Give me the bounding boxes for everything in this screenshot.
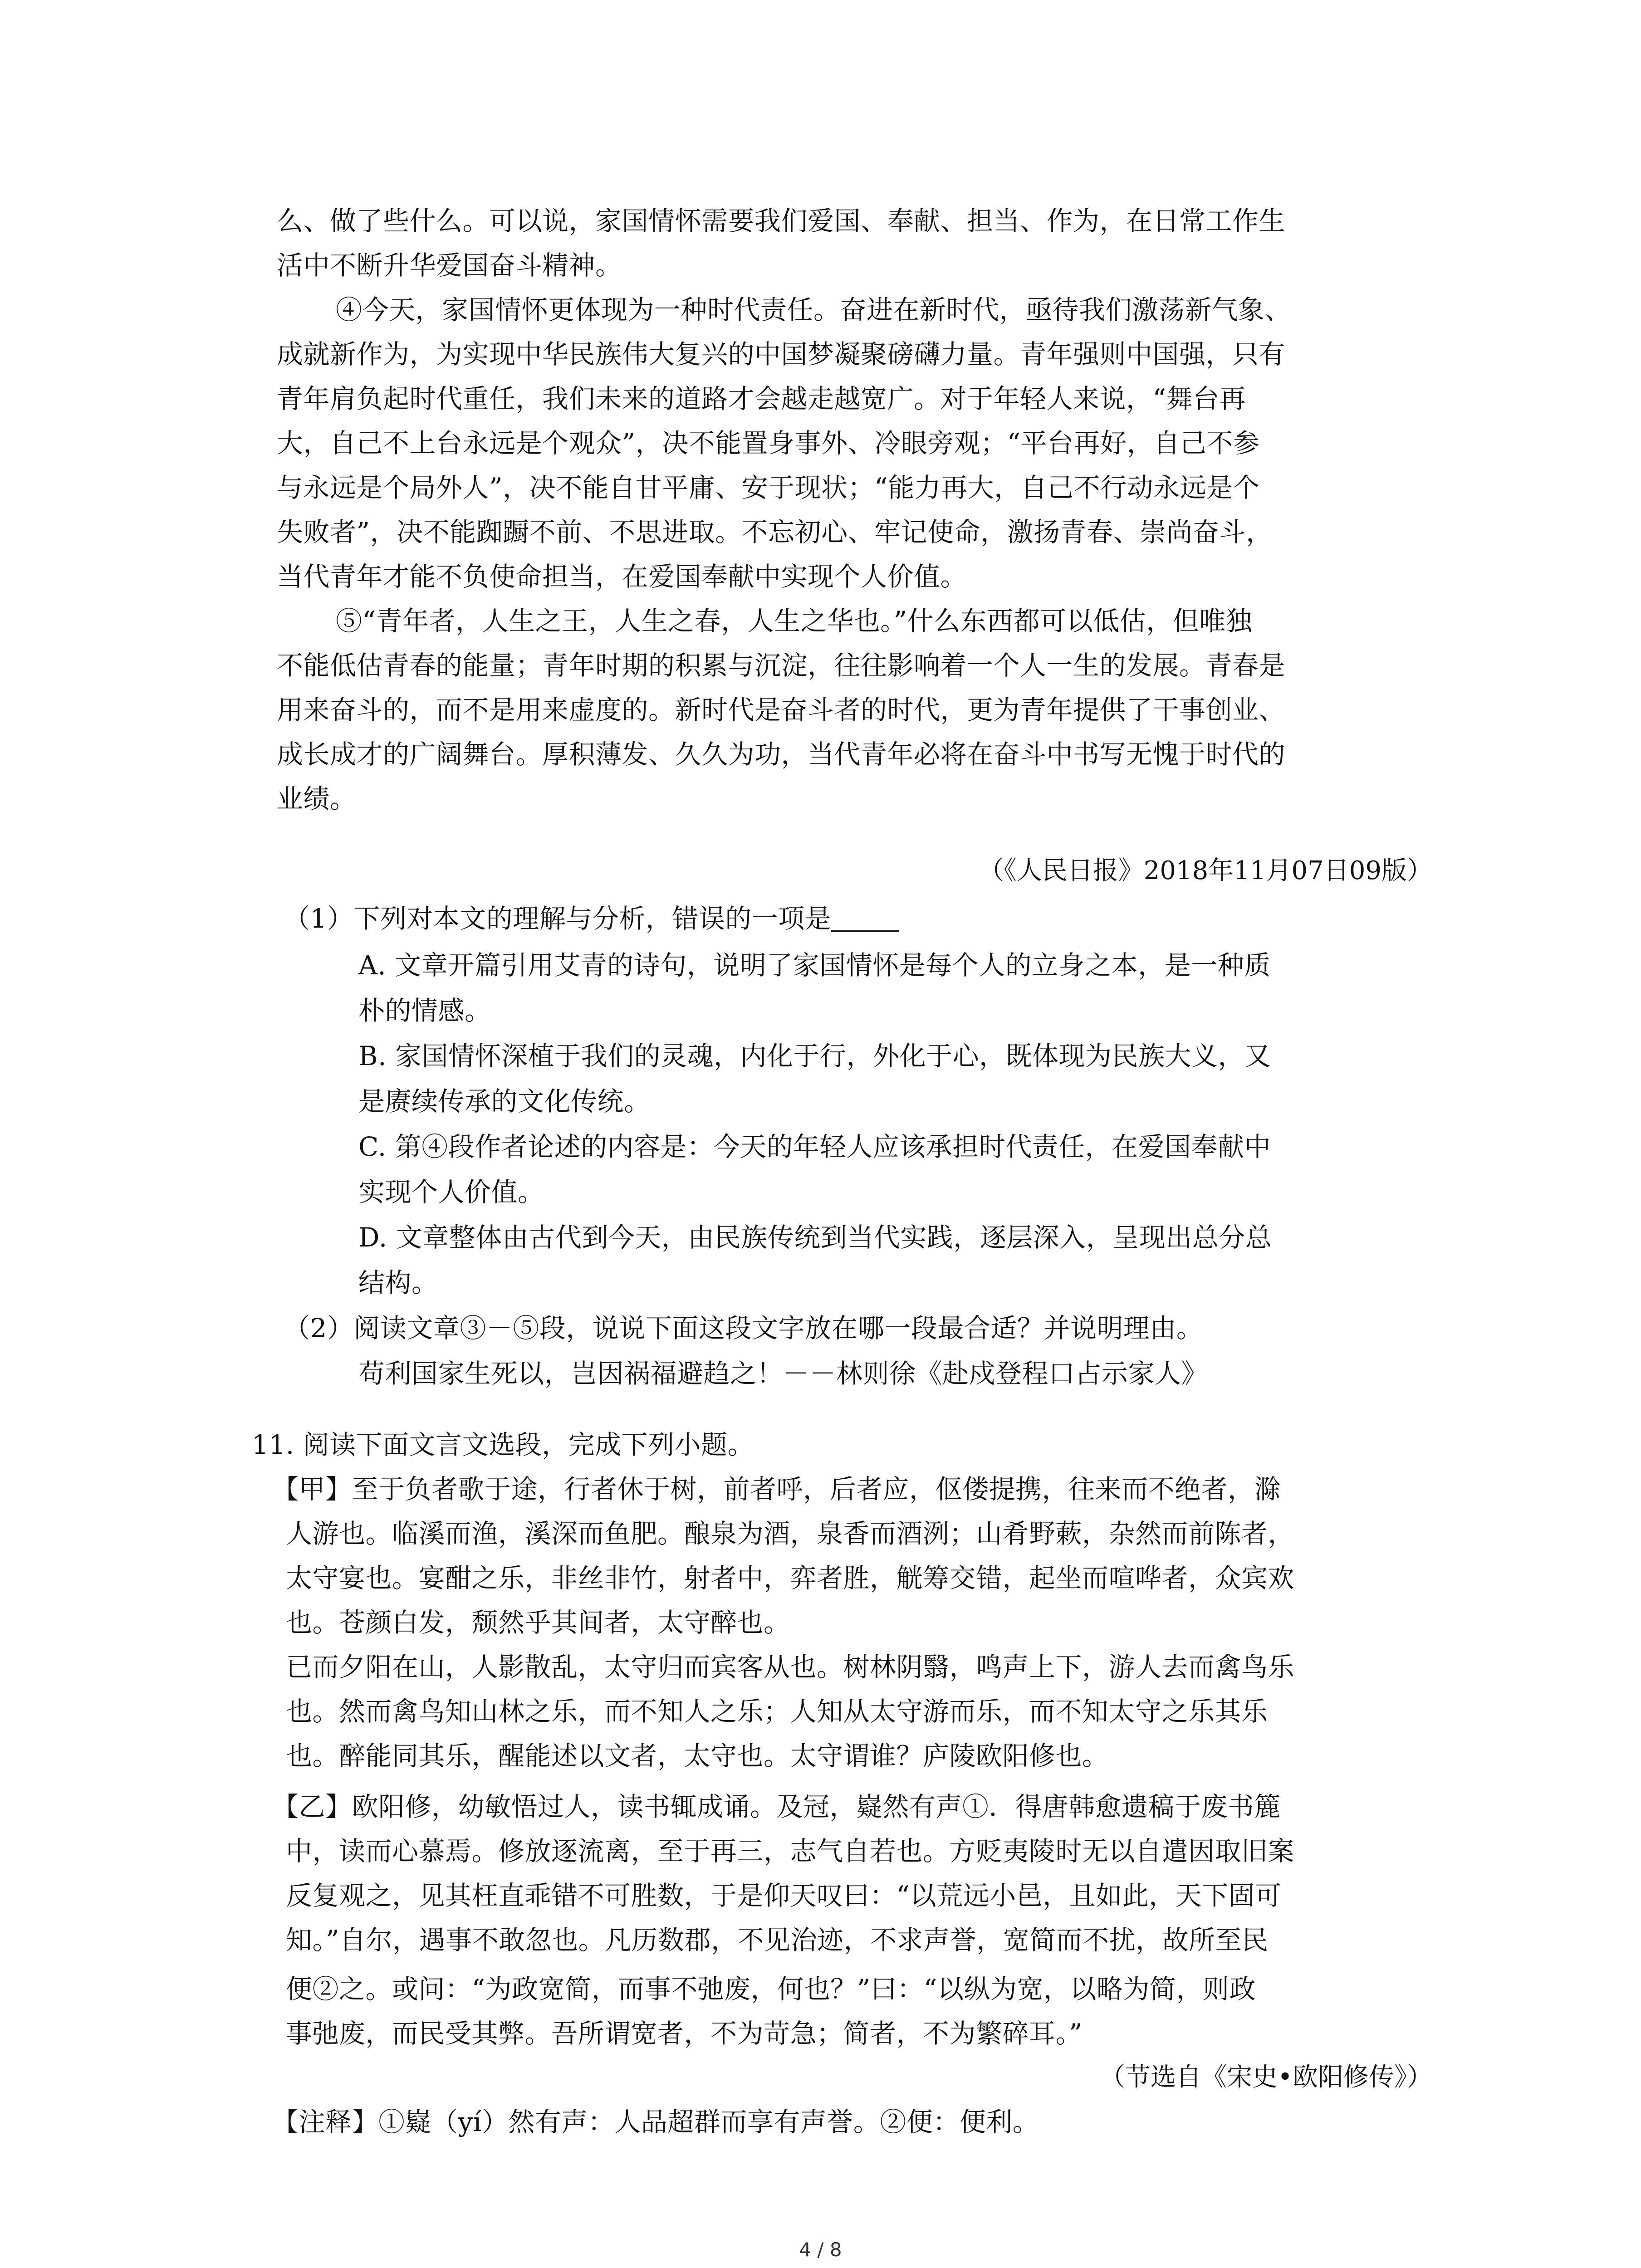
text-line: 活中不断升华爱国奋斗精神。	[277, 250, 622, 281]
option-b-line2: 是赓续传承的文化传统。	[358, 1086, 651, 1117]
text-line: 失败者”，决不能踟蹰不前、不思进取。不忘初心、牢记使命，激扬青春、崇尚奋斗，	[277, 517, 1273, 547]
option-b-line1: B. 家国情怀深植于我们的灵魂，内化于行，外化于心，既体现为民族大义，又	[358, 1041, 1271, 1071]
option-a-line2: 朴的情感。	[358, 995, 491, 1026]
question-1-stem: （1）下列对本文的理解与分析，错误的一项是	[284, 903, 899, 934]
passage-jia-line: 也。然而禽鸟知山林之乐，而不知人之乐；人知从太守游而乐，而不知太守之乐其乐	[286, 1696, 1268, 1727]
option-d-line1: D. 文章整体由古代到今天，由民族传统到当代实践，逐层深入，呈现出总分总	[358, 1222, 1272, 1253]
text-line: 与永远是个局外人”，决不能自甘平庸、安于现状；“能力再大，自己不行动永远是个	[277, 472, 1260, 503]
passage-yi-line: 事弛废，而民受其弊。吾所谓宽者，不为苛急；简者，不为繁碎耳。”	[286, 2018, 1083, 2049]
passage-yi-source: （节选自《宋史•欧阳修传》）	[1099, 2063, 1432, 2092]
text-line: ⑤“青年者，人生之王，人生之春，人生之华也。”什么东西都可以低估，但唯独	[336, 606, 1253, 636]
passage-yi-line: 反复观之，见其枉直乖错不可胜数，于是仰天叹曰：“以荒远小邑，且如此，天下固可	[286, 1880, 1282, 1911]
passage-jia-line: 太守宴也。宴酣之乐，非丝非竹，射者中，弈者胜，觥筹交错，起坐而喧哗者，众宾欢	[286, 1563, 1295, 1593]
text-line: 业绩。	[277, 783, 357, 814]
passage-yi-line: 知。”自尔，遇事不敢忽也。凡历数郡，不见治迹，不求声誉，宽简而不扰，故所至民	[286, 1925, 1269, 1955]
option-c-line2: 实现个人价值。	[358, 1177, 544, 1207]
option-a-line1: A. 文章开篇引用艾青的诗句，说明了家国情怀是每个人的立身之本，是一种质	[358, 950, 1271, 981]
passage-yi-line: 便②之。或问：“为政宽简，而事不弛废，何也？”曰：“以纵为宽，以略为简，则政	[286, 1974, 1256, 2004]
passage-jia-line: 已而夕阳在山，人影散乱，太守归而宾客从也。树林阴翳，鸣声上下，游人去而禽鸟乐	[286, 1652, 1295, 1682]
passage-yi-line: 【乙】欧阳修，幼敏悟过人，读书辄成诵。及冠，嶷然有声①．得唐韩愈遗稿于废书簏	[272, 1791, 1281, 1822]
text-line: 么、做了些什么。可以说，家国情怀需要我们爱国、奉献、担当、作为，在日常工作生	[277, 205, 1286, 236]
text-line: 大，自己不上台永远是个观众”，决不能置身事外、冷眼旁观；“平台再好，自己不参	[277, 428, 1260, 459]
article-source: （《人民日报》2018年11月07日09版）	[978, 856, 1432, 885]
annotation-notes: 【注释】①嶷（yí）然有声：人品超群而享有声誉。②便：便利。	[272, 2107, 1039, 2137]
passage-jia-line: 也。苍颜白发，颓然乎其间者，太守醉也。	[286, 1607, 790, 1638]
passage-yi-line: 中，读而心慕焉。修放逐流离，至于再三，志气自若也。方贬夷陵时无以自遣因取旧案	[286, 1836, 1295, 1867]
text-line: 当代青年才能不负使命担当，在爱国奉献中实现个人价值。	[277, 561, 967, 592]
page-number: 4 / 8	[799, 2239, 842, 2261]
passage-jia-line: 【甲】至于负者歌于途，行者休于树，前者呼，后者应，伛偻提携，往来而不绝者，滁	[272, 1474, 1281, 1505]
option-c-line1: C. 第④段作者论述的内容是：今天的年轻人应该承担时代责任，在爱国奉献中	[358, 1131, 1271, 1162]
text-line: 青年肩负起时代重任，我们未来的道路才会越走越宽广。对于年轻人来说，“舞台再	[277, 383, 1246, 414]
text-line: ④今天，家国情怀更体现为一种时代责任。奋进在新时代，亟待我们激荡新气象、	[336, 294, 1292, 325]
answer-blank[interactable]	[831, 905, 899, 932]
option-d-line2: 结构。	[358, 1267, 438, 1298]
passage-jia-line: 人游也。临溪而渔，溪深而鱼肥。酿泉为酒，泉香而酒洌；山肴野蔌，杂然而前陈者，	[286, 1518, 1295, 1549]
text-line: 用来奋斗的，而不是用来虚度的。新时代是奋斗者的时代，更为青年提供了干事创业、	[277, 694, 1286, 725]
text-line: 不能低估青春的能量；青年时期的积累与沉淀，往往影响着一个人一生的发展。青春是	[277, 650, 1286, 681]
text-line: 成长成才的广阔舞台。厚积薄发、久久为功，当代青年必将在奋斗中书写无愧于时代的	[277, 739, 1286, 770]
question-2-stem: （2）阅读文章③－⑤段，说说下面这段文字放在哪一段最合适？并说明理由。	[284, 1313, 1203, 1344]
passage-jia-line: 也。醉能同其乐，醒能述以文者，太守也。太守谓谁？庐陵欧阳修也。	[286, 1740, 1109, 1771]
question-11-title: 11. 阅读下面文言文选段，完成下列小题。	[252, 1429, 754, 1460]
question-2-quote: 苟利国家生死以，岂因祸福避趋之！－－林则徐《赴戍登程口占示家人》	[358, 1358, 1208, 1389]
text-line: 成就新作为，为实现中华民族伟大复兴的中国梦凝聚磅礴力量。青年强则中国强，只有	[277, 339, 1286, 370]
